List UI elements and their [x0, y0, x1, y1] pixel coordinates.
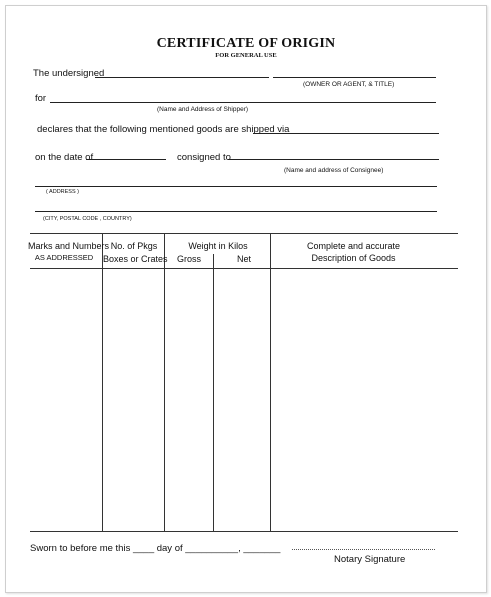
consigned-label: consigned to [177, 152, 231, 163]
no-of-pkgs-header: No. of Pkgs [110, 241, 158, 251]
table-col-divider-3 [270, 233, 271, 531]
address-field[interactable] [35, 186, 437, 187]
document-subtitle: FOR GENERAL USE [215, 52, 277, 59]
boxes-crates-header: Boxes or Crates [103, 254, 168, 264]
notary-signature-field[interactable] [292, 549, 435, 550]
undersigned-field[interactable] [95, 77, 269, 78]
date-label: on the date of [35, 152, 94, 163]
table-col-divider-2 [164, 233, 165, 531]
description-header-line2: Description of Goods [311, 253, 396, 263]
city-caption: (CITY, POSTAL CODE , COUNTRY) [43, 216, 132, 222]
table-top-border [30, 233, 458, 234]
shipper-caption: (Name and Address of Shipper) [157, 106, 249, 113]
shipper-field[interactable] [50, 102, 436, 103]
declares-label: declares that the following mentioned goods are shipped via [37, 124, 290, 135]
description-header-line1: Complete and accurate [306, 241, 401, 251]
notary-signature-label: Notary Signature [334, 554, 406, 565]
table-col-divider-weight [213, 254, 214, 531]
table-col-divider-1 [102, 233, 103, 531]
sworn-statement: Sworn to before me this ____ day of __________, _______ [30, 543, 281, 554]
address-caption: ( ADDRESS ) [46, 189, 80, 195]
gross-header: Gross [176, 254, 201, 264]
consignee-caption: (Name and address of Consignee) [284, 167, 384, 174]
as-addressed-header: AS ADDRESSED [34, 253, 94, 262]
undersigned-label: The undersigned [33, 68, 105, 79]
shipped-via-field[interactable] [253, 133, 439, 134]
date-field[interactable] [86, 159, 166, 160]
consignee-field[interactable] [228, 159, 439, 160]
table-bottom-border [30, 531, 458, 532]
certificate-page [5, 5, 487, 593]
marks-numbers-header: Marks and Numbers [28, 241, 110, 251]
weight-kilos-header: Weight in Kilos [188, 241, 248, 251]
table-header-border [30, 268, 458, 269]
net-header: Net [236, 254, 251, 264]
document-title: CERTIFICATE OF ORIGIN [156, 36, 336, 51]
city-field[interactable] [35, 211, 437, 212]
owner-agent-caption: (OWNER OR AGENT, & TITLE) [303, 81, 395, 88]
for-label: for [35, 93, 47, 104]
owner-agent-field[interactable] [273, 77, 436, 78]
